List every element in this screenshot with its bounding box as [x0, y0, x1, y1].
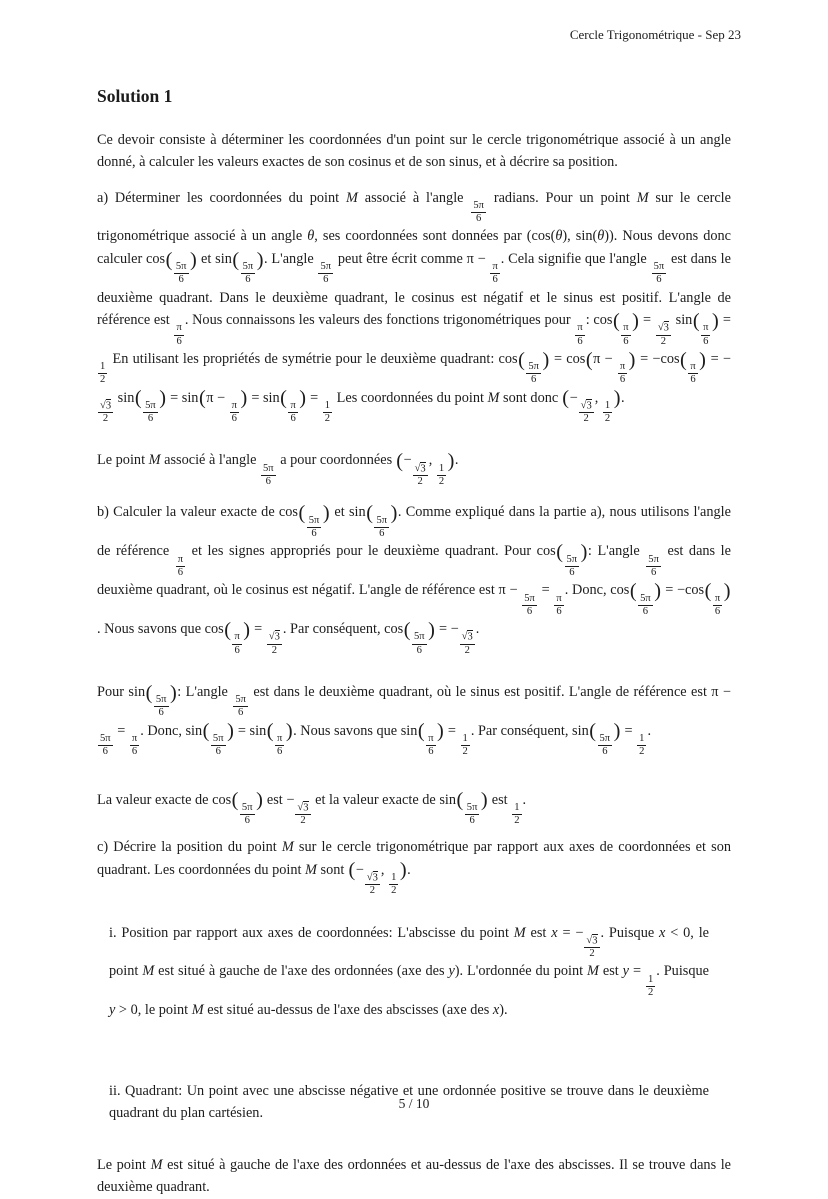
paragraph-answer-c: Le point M est situé à gauche de l'axe des ordonnées et au-dessus de l'axe des abscisses. Il se trouve dans le deuxième quadrant.: [97, 1157, 732, 1196]
fraction: $\frac{5\pi}{6}$: [100, 733, 111, 758]
fraction: $\frac{5\pi}{6}$: [241, 802, 253, 827]
math-variable: M: [513, 924, 526, 941]
radicand: 3: [663, 322, 669, 334]
fraction: $\frac{5\pi}{6}$: [528, 361, 539, 386]
fraction: $\frac{√3}{2}$: [268, 631, 280, 656]
fraction: $\frac{5\pi}{6}$: [212, 733, 224, 758]
radicand: 3: [586, 400, 592, 412]
fraction: $\frac{\pi}{6}$: [176, 322, 182, 347]
math-variable: M: [191, 1002, 204, 1019]
fraction: $\frac{\pi}{6}$: [492, 261, 498, 286]
fraction: $\frac{\pi}{6}$: [619, 361, 626, 386]
fraction: $\frac{1}{2}$: [391, 872, 397, 897]
fraction: $\frac{5\pi}{6}$: [235, 694, 246, 719]
fraction: $\frac{5\pi}{6}$: [376, 514, 388, 540]
fraction: $\frac{5\pi}{6}$: [473, 200, 484, 225]
fraction: $\frac{\pi}{6}$: [556, 592, 562, 617]
fraction: $\frac{5\pi}{6}$: [262, 463, 274, 488]
fraction: $\frac{5\pi}{6}$: [155, 694, 167, 719]
paragraph-part-a: a) Déterminer les coordonnées du point M associé à l'angle $\frac{5\pi}{6}$ radians. Pour un point M sur le cercle trigonométrique associé à un angle θ, ses coordonnées sont données par (cos(θ), sin(θ)). Nous devons donc calculer cos( $\frac{5\pi}{6}$ ) et sin( $\frac{5\pi}{6}$ ). L'angle $\frac{5\pi}{6}$ peut être écrit comme π − $\frac{\pi}{6}$ . Cela signifie que l'angle $\frac{5\pi}{6}$ est dans le deuxième quadrant. Dans le deuxième quadrant, le cosinus est négatif et le sinus est positif. L'angle de référence est $\frac{\pi}{6}$ . Nous connaissons les valeurs des fonctions trigonométriques pour $\frac{\pi}{6}$ : cos( $\frac{\pi}{6}$ ) = $\frac{√3}{2}$ sin( $\frac{\pi}{6}$ ) = $\frac{1}{2}$ En utilisant les propriétés de symétrie pour le deuxième quadrant: cos( $\frac{5\pi}{6}$ ) = cos(π − $\frac{\pi}{6}$ ) = −cos( $\frac{\pi}{6}$ ) = − $\frac{√3}{2}$ sin( $\frac{5\pi}{6}$ ) = sin(π − $\frac{\pi}{6}$ ) = sin( $\frac{\pi}{6}$ ) = $\frac{1}{2}$ Les coordonnées du point M sont donc (− $\frac{√3}{2}$ , $\frac{1}{2}$ ).: [97, 189, 731, 425]
fraction: $\frac{5\pi}{6}$: [308, 514, 320, 540]
paragraph-part-c-ii: ii. Quadrant: Un point avec une abscisse négative et une ordonnée positive se trouve dans le deuxième quadrant du plan cartésien.: [109, 1082, 709, 1121]
radicand: 3: [372, 872, 378, 884]
fraction: $\frac{5\pi}{6}$: [524, 592, 535, 617]
fraction: $\frac{\pi}{6}$: [234, 631, 240, 656]
fraction: $\frac{\pi}{6}$: [231, 400, 237, 425]
math-variable: x: [492, 1002, 500, 1019]
math-variable: M: [636, 189, 649, 206]
fraction: $\frac{\pi}{6}$: [623, 322, 629, 347]
radicand: 3: [105, 400, 112, 412]
math-variable: M: [142, 963, 155, 980]
fraction: $\frac{\pi}{6}$: [131, 733, 138, 758]
paragraph-part-b-sin: Pour sin( $\frac{5\pi}{6}$ ): L'angle $\frac{5\pi}{6}$ est dans le deuxième quadrant, où le sinus est positif. L'angle de référence est π − $\frac{5\pi}{6}$ = $\frac{\pi}{6}$ . Donc, sin( $\frac{5\pi}{6}$ ) = sin( $\frac{\pi}{6}$ ). Nous savons que sin( $\frac{\pi}{6}$ ) = $\frac{1}{2}$ . Par conséquent, sin( $\frac{5\pi}{6}$ ) = $\frac{1}{2}$ .: [97, 681, 731, 758]
fraction: $\frac{\pi}{6}$: [277, 733, 283, 758]
fraction: $\frac{5\pi}{6}$: [566, 553, 578, 578]
fraction: $\frac{5\pi}{6}$: [145, 400, 156, 425]
math-variable: θ: [597, 228, 605, 245]
paragraph-part-c-i: i. Position par rapport aux axes de coordonnées: L'abscisse du point M est x = − $\frac{√3}{2}$ . Puisque x < 0, le point M est situé à gauche de l'axe des ordonnées (axe des y). L'ordonnée du point M est y = $\frac{1}{2}$ . Puisque y > 0, le point M est situé au-dessus de l'axe des abscisses (axe des x).: [109, 924, 710, 1019]
page-header: Cercle Trigonométrique - Sep 23: [569, 27, 741, 42]
fraction: $\frac{√3}{2}$: [297, 802, 309, 827]
fraction: $\frac{1}{2}$: [100, 361, 106, 386]
fraction: $\frac{√3}{2}$: [586, 935, 598, 960]
fraction: $\frac{\pi}{6}$: [690, 361, 696, 386]
math-variable: y: [109, 1002, 116, 1019]
fraction: $\frac{√3}{2}$: [657, 322, 669, 347]
radicand: 3: [274, 631, 280, 643]
fraction: $\frac{5\pi}{6}$: [413, 631, 425, 656]
fraction: $\frac{1}{2}$: [324, 400, 331, 425]
fraction: $\frac{√3}{2}$: [366, 872, 378, 897]
fraction: $\frac{\pi}{6}$: [577, 322, 583, 347]
fraction: $\frac{\pi}{6}$: [290, 400, 296, 425]
fraction: $\frac{5\pi}{6}$: [320, 261, 332, 286]
fraction: $\frac{√3}{2}$: [100, 400, 112, 425]
fraction: $\frac{√3}{2}$: [580, 400, 592, 425]
math-variable: M: [150, 1157, 163, 1174]
page-title: Solution 1: [97, 86, 173, 106]
paragraph-answer-b: La valeur exacte de cos( $\frac{5\pi}{6}$ ) est − $\frac{√3}{2}$ et la valeur exacte de sin( $\frac{5\pi}{6}$ ) est $\frac{1}{2}$ .: [97, 789, 527, 827]
fraction: $\frac{√3}{2}$: [414, 463, 426, 488]
fraction: $\frac{1}{2}$: [604, 400, 611, 425]
fraction: $\frac{\pi}{6}$: [703, 322, 709, 347]
radicand: 3: [303, 802, 309, 814]
fraction: $\frac{5\pi}{6}$: [640, 592, 651, 617]
math-variable: M: [345, 189, 358, 206]
radicand: 3: [467, 631, 473, 643]
fraction: $\frac{5\pi}{6}$: [466, 802, 478, 827]
math-variable: M: [587, 963, 599, 980]
fraction: $\frac{5\pi}{6}$: [175, 261, 187, 286]
paragraph-intro: Ce devoir consiste à déterminer les coordonnées d'un point sur le cercle trigonométrique associé à un angle donné, à calculer les valeurs exactes de son cosinus et de son sinus, et à décrire sa position.: [97, 132, 731, 171]
radicand: 3: [592, 935, 598, 947]
paragraph-part-c: c) Décrire la position du point M sur le cercle trigonométrique par rapport aux axes de coordonnées et son quadrant. Les coordonnées du point M sont (− $\frac{√3}{2}$ , $\frac{1}{2}$ ).: [97, 839, 731, 897]
fraction: $\frac{1}{2}$: [514, 802, 520, 827]
radicand: 3: [420, 463, 426, 475]
math-variable: M: [487, 389, 500, 406]
math-variable: θ: [307, 228, 315, 245]
fraction: $\frac{1}{2}$: [647, 973, 654, 999]
page-number: 5 / 10: [398, 1096, 430, 1111]
fraction: $\frac{\pi}{6}$: [714, 592, 721, 617]
math-variable: M: [281, 839, 294, 856]
fraction: $\frac{\pi}{6}$: [177, 553, 184, 578]
math-variable: x: [659, 924, 666, 941]
math-variable: θ: [555, 228, 563, 245]
paragraph-part-b-cos: b) Calculer la valeur exacte de cos( $\frac{5\pi}{6}$ ) et sin( $\frac{5\pi}{6}$ ). Comme expliqué dans la partie a), nous utilisons l'angle de référence $\frac{\pi}{6}$ et les signes appropriés pour le deuxième quadrant. Pour cos( $\frac{5\pi}{6}$ ): L'angle $\frac{5\pi}{6}$ est dans le deuxième quadrant, où le cosinus est négatif. L'angle de référence est π − $\frac{5\pi}{6}$ = $\frac{\pi}{6}$ . Donc, cos( $\frac{5\pi}{6}$ ) = −cos( $\frac{\pi}{6}$ ). Nous savons que cos( $\frac{\pi}{6}$ ) = $\frac{√3}{2}$ . Par conséquent, cos( $\frac{5\pi}{6}$ ) = − $\frac{√3}{2}$ .: [97, 502, 731, 656]
fraction: $\frac{5\pi}{6}$: [599, 733, 611, 758]
math-variable: M: [305, 861, 317, 878]
math-variable: x: [551, 924, 558, 941]
paragraph-answer-a: Le point M associé à l'angle $\frac{5\pi}{6}$ a pour coordonnées (− $\frac{√3}{2}$ , $\frac{1}{2}$ ).: [97, 450, 459, 488]
fraction: $\frac{√3}{2}$: [461, 631, 473, 656]
fraction: $\frac{1}{2}$: [438, 463, 445, 488]
fraction: $\frac{5\pi}{6}$: [242, 261, 254, 286]
fraction: $\frac{5\pi}{6}$: [653, 261, 665, 286]
fraction: $\frac{1}{2}$: [462, 733, 468, 758]
math-variable: y: [622, 963, 630, 980]
fraction: $\frac{5\pi}{6}$: [648, 553, 659, 578]
math-variable: y: [448, 963, 455, 980]
math-variable: M: [148, 452, 161, 469]
fraction: $\frac{1}{2}$: [639, 733, 645, 758]
fraction: $\frac{\pi}{6}$: [428, 733, 434, 758]
